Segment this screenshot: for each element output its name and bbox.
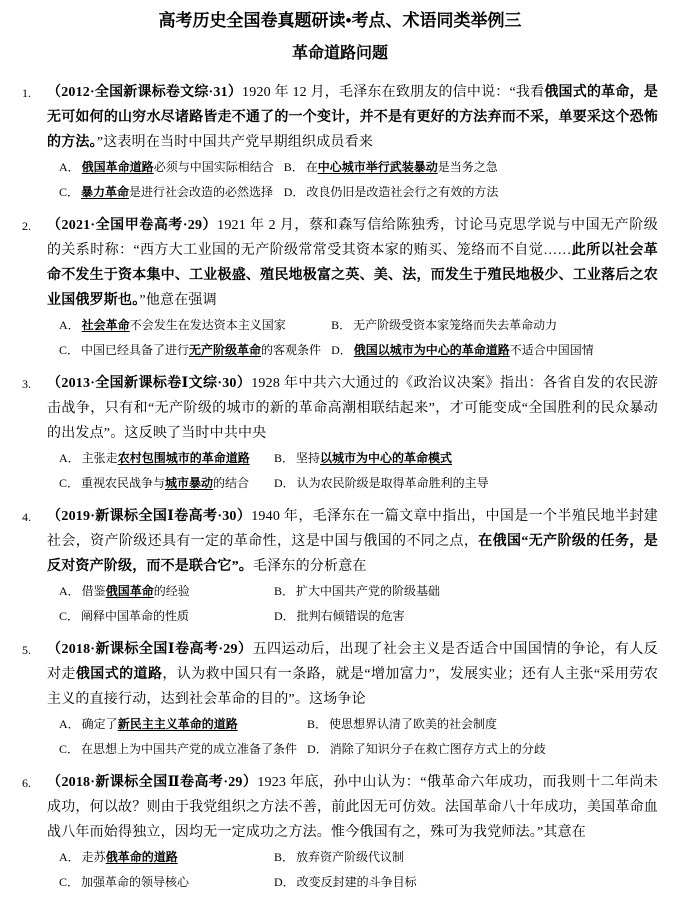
option-text [306, 160, 498, 174]
option-a [59, 313, 321, 338]
text-run: 1920 年 12 月，毛泽东在致朋友的信中说：“我看 [242, 85, 545, 100]
question-number: 3. [22, 377, 31, 391]
option-text [81, 476, 249, 490]
option-text [296, 850, 404, 864]
option-label: C． [59, 476, 80, 490]
text-run: 必须与中国实际相结合 [153, 160, 274, 174]
options-grid [47, 313, 658, 363]
text-run: 的结合 [213, 476, 250, 490]
document-subtitle: 革命道路问题 [291, 45, 388, 62]
text-run: 扩大中国共产党的阶级基础 [296, 584, 441, 598]
option-text [81, 609, 189, 623]
option-c [59, 870, 264, 895]
text-run: 不会发生在发达资本主义国家 [129, 318, 286, 332]
text-run: 1923 年底，孙中山认为：“俄革命六年成功，而我则十二年尚未成功，何以故？则由于我党组织之方法不善，前此因无可仿效。法国革命八十年成功，美国革命血战八年而始得独立，因均无一定成功之方法。惟今俄国有之，殊可为我党师法。”其意在 [47, 775, 659, 840]
option-b [331, 313, 658, 338]
text-run: ”他意在强调 [139, 293, 217, 308]
option-d [331, 338, 658, 363]
text-run: 1921 年 2 月，蔡和森写信给陈独秀，讨论马克思学说与中国无产阶级的关系时称：“西方大工业国的无产阶级常常受其资本家的贿买、笼络而不自觉…… [47, 218, 658, 258]
text-run: 坚持 [296, 451, 321, 465]
question-body [47, 213, 658, 363]
option-text [354, 343, 594, 357]
text-run: 的经验 [153, 584, 190, 598]
option-label: C． [59, 609, 80, 623]
question-body [47, 371, 658, 496]
option-b [307, 712, 658, 737]
option-text [82, 584, 190, 598]
option-text [297, 875, 417, 889]
text-run: 改变反封建的斗争目标 [296, 875, 417, 889]
option-label: A． [59, 584, 80, 598]
text-run: 认为农民阶级是取得革命胜利的主导 [296, 476, 489, 490]
text-run: 不适合中国国情 [509, 343, 594, 357]
text-run: 中国已经具备了进行 [81, 343, 190, 357]
option-text [297, 476, 489, 490]
text-run: 无产阶级革命 [189, 343, 262, 357]
text-run: 无产阶级受资本家笼络而失去革命动力 [353, 318, 558, 332]
text-run: 走苏 [81, 850, 106, 864]
option-label: B． [274, 451, 295, 465]
option-a [59, 579, 264, 604]
option-d [274, 471, 658, 496]
option-label: A． [59, 717, 80, 731]
text-run: ，认为救中国只有一条路，就是“增加富力”，发展实业；还有人主张“采用劳农主义的直接行动，达到社会革命的目的”。这场争论 [47, 667, 659, 707]
text-run: 批判右倾错误的危害 [296, 609, 405, 623]
option-c [59, 180, 274, 205]
text-run: ”这表明在当时中国共产党早期组织成员看来 [96, 135, 374, 150]
option-label: D． [283, 185, 305, 199]
question-stem [47, 213, 658, 313]
text-run: 俄国革命 [105, 584, 154, 598]
option-a [59, 712, 297, 737]
option-text [329, 717, 497, 731]
option-text [296, 584, 440, 598]
text-run: 社会革命 [81, 318, 130, 332]
option-label: C． [59, 875, 80, 889]
text-run: 是当务之急 [437, 160, 498, 174]
option-label: D． [307, 742, 328, 756]
option-d [307, 737, 658, 762]
text-run: （2019·新课标全国Ⅰ卷高考·30） [47, 509, 252, 524]
option-label: A． [59, 850, 80, 864]
option-c [59, 471, 264, 496]
option-text [306, 185, 498, 199]
option-label: A． [59, 160, 80, 174]
options-grid [47, 155, 658, 205]
option-text [81, 875, 189, 889]
option-label: B． [331, 318, 352, 332]
option-b [274, 579, 658, 604]
option-b [274, 446, 658, 471]
question-stem [47, 770, 658, 845]
questions-list [22, 80, 658, 895]
question-body [47, 504, 658, 629]
option-text [82, 451, 250, 465]
option-c [59, 338, 321, 363]
option-label: D． [274, 609, 295, 623]
question-stem [47, 371, 658, 446]
option-d [274, 870, 658, 895]
option-label: C． [59, 185, 80, 199]
option-label: A． [59, 318, 80, 332]
text-run: 以城市为中心的革命模式 [320, 451, 453, 465]
option-label: B． [274, 584, 295, 598]
text-run: 1940 年，毛泽东在一篇文章中指出，中国是一个半殖民地半封建社会，资产阶级还具有一定的革命性，这是中国与俄国的不同之点， [47, 509, 659, 549]
text-run: 确定了 [81, 717, 118, 731]
text-run: 毛泽东的分析意在 [253, 559, 367, 574]
text-run: 暴力革命 [81, 185, 130, 199]
option-label: D． [331, 343, 352, 357]
text-run: 重视农民战争与 [81, 476, 166, 490]
document-title: 高考历史全国卷真题研读•考点、术语同类举例三 [158, 11, 522, 30]
option-b [274, 845, 658, 870]
text-run: 俄国式的道路 [75, 667, 163, 682]
text-run: 主张走 [81, 451, 118, 465]
text-run: 放弃资产阶级代议制 [296, 850, 405, 864]
question-body [47, 80, 658, 205]
option-label: A． [59, 451, 80, 465]
text-run: 借鉴 [81, 584, 106, 598]
question-stem [47, 504, 658, 579]
text-run: 此所以社会革命不发生于资本集中、工业极盛、殖民地极富之英、美、法，而发生于殖民地极少、工业落后之农业国俄罗斯也。 [47, 243, 658, 308]
text-run: 改良仍旧是改造社会行之有效的方法 [306, 185, 499, 199]
option-text [81, 185, 273, 199]
question-item-4 [22, 504, 658, 629]
option-label: B． [307, 717, 328, 731]
option-text [353, 318, 557, 332]
text-run: 在俄国“无产阶级的任务，是反对资产阶级，而不是联合它”。 [47, 534, 658, 574]
option-d [274, 604, 658, 629]
text-run: （2012·全国新课标卷文综·31） [47, 85, 243, 100]
option-label: C． [59, 343, 80, 357]
question-item-6 [22, 770, 658, 895]
options-grid [47, 446, 658, 496]
question-number: 4. [22, 510, 31, 524]
question-stem [47, 80, 658, 155]
text-run: 加强革命的领导核心 [81, 875, 190, 889]
option-text [81, 742, 297, 756]
option-text [297, 609, 405, 623]
text-run: 俄国革命道路 [81, 160, 154, 174]
text-run: 1928 年中共六大通过的《政治议决案》指出：各省自发的农民游击战争，只有和“无产阶级的城市的新的革命高潮相联结起来”，才可能变成“全国胜利的民众暴动的出发点”。这反映了当时中共中央 [47, 376, 659, 441]
text-run: （2018·新课标全国Ⅰ卷高考·29） [47, 642, 253, 657]
option-label: D． [274, 476, 295, 490]
text-run: 俄国以城市为中心的革命道路 [353, 343, 510, 357]
option-c [59, 604, 264, 629]
options-grid [47, 845, 658, 895]
option-d [284, 180, 658, 205]
text-run: （2013·全国新课标卷Ⅰ文综·30） [47, 376, 252, 391]
text-run: 的客观条件 [261, 343, 322, 357]
text-run: 是进行社会改造的必然选择 [129, 185, 274, 199]
question-number: 6. [22, 776, 31, 790]
text-run: 五四运动后，出现了社会主义是否适合中国国情的争论，有人反对走 [47, 642, 658, 682]
text-run: 阐释中国革命的性质 [81, 609, 190, 623]
option-text [82, 318, 286, 332]
option-c [59, 737, 297, 762]
option-a [59, 155, 274, 180]
question-item-3 [22, 371, 658, 496]
question-number: 2. [22, 219, 31, 233]
question-number: 1. [22, 86, 31, 100]
question-body [47, 770, 658, 895]
text-run: 中心城市举行武装暴动 [317, 160, 438, 174]
option-text [82, 850, 178, 864]
option-text [82, 717, 238, 731]
question-item-1 [22, 80, 658, 205]
option-label: B． [274, 850, 295, 864]
question-stem [47, 637, 658, 712]
option-text [330, 742, 546, 756]
option-text [296, 451, 452, 465]
text-run: 在思想上为中国共产党的成立准备了条件 [81, 742, 298, 756]
options-grid [47, 712, 658, 762]
text-run: 俄国式的革命，是无可如何的山穷水尽诸路皆走不通了的一个变计，并不是有更好的方法弃而不采，单要采这个恐怖的方法。 [47, 85, 659, 150]
options-grid [47, 579, 658, 629]
question-body [47, 637, 658, 762]
question-item-5 [22, 637, 658, 762]
option-text [81, 343, 321, 357]
text-run: 使思想界认清了欧美的社会制度 [329, 717, 498, 731]
option-a [59, 446, 264, 471]
option-label: D． [274, 875, 295, 889]
question-item-2 [22, 213, 658, 363]
option-label: C． [59, 742, 80, 756]
text-run: （2021·全国甲卷高考·29） [47, 218, 218, 233]
option-a [59, 845, 264, 870]
option-b [284, 155, 658, 180]
text-run: 农村包围城市的革命道路 [117, 451, 250, 465]
text-run: 在 [305, 160, 318, 174]
text-run: 俄革命的道路 [105, 850, 178, 864]
option-label: B． [283, 160, 304, 174]
text-run: （2018·新课标全国Ⅱ卷高考·29） [47, 775, 258, 790]
text-run: 城市暴动 [165, 476, 214, 490]
text-run: 消除了知识分子在救亡图存方式上的分歧 [329, 742, 546, 756]
text-run: 新民主主义革命的道路 [117, 717, 238, 731]
option-text [82, 160, 274, 174]
question-number: 5. [22, 643, 31, 657]
